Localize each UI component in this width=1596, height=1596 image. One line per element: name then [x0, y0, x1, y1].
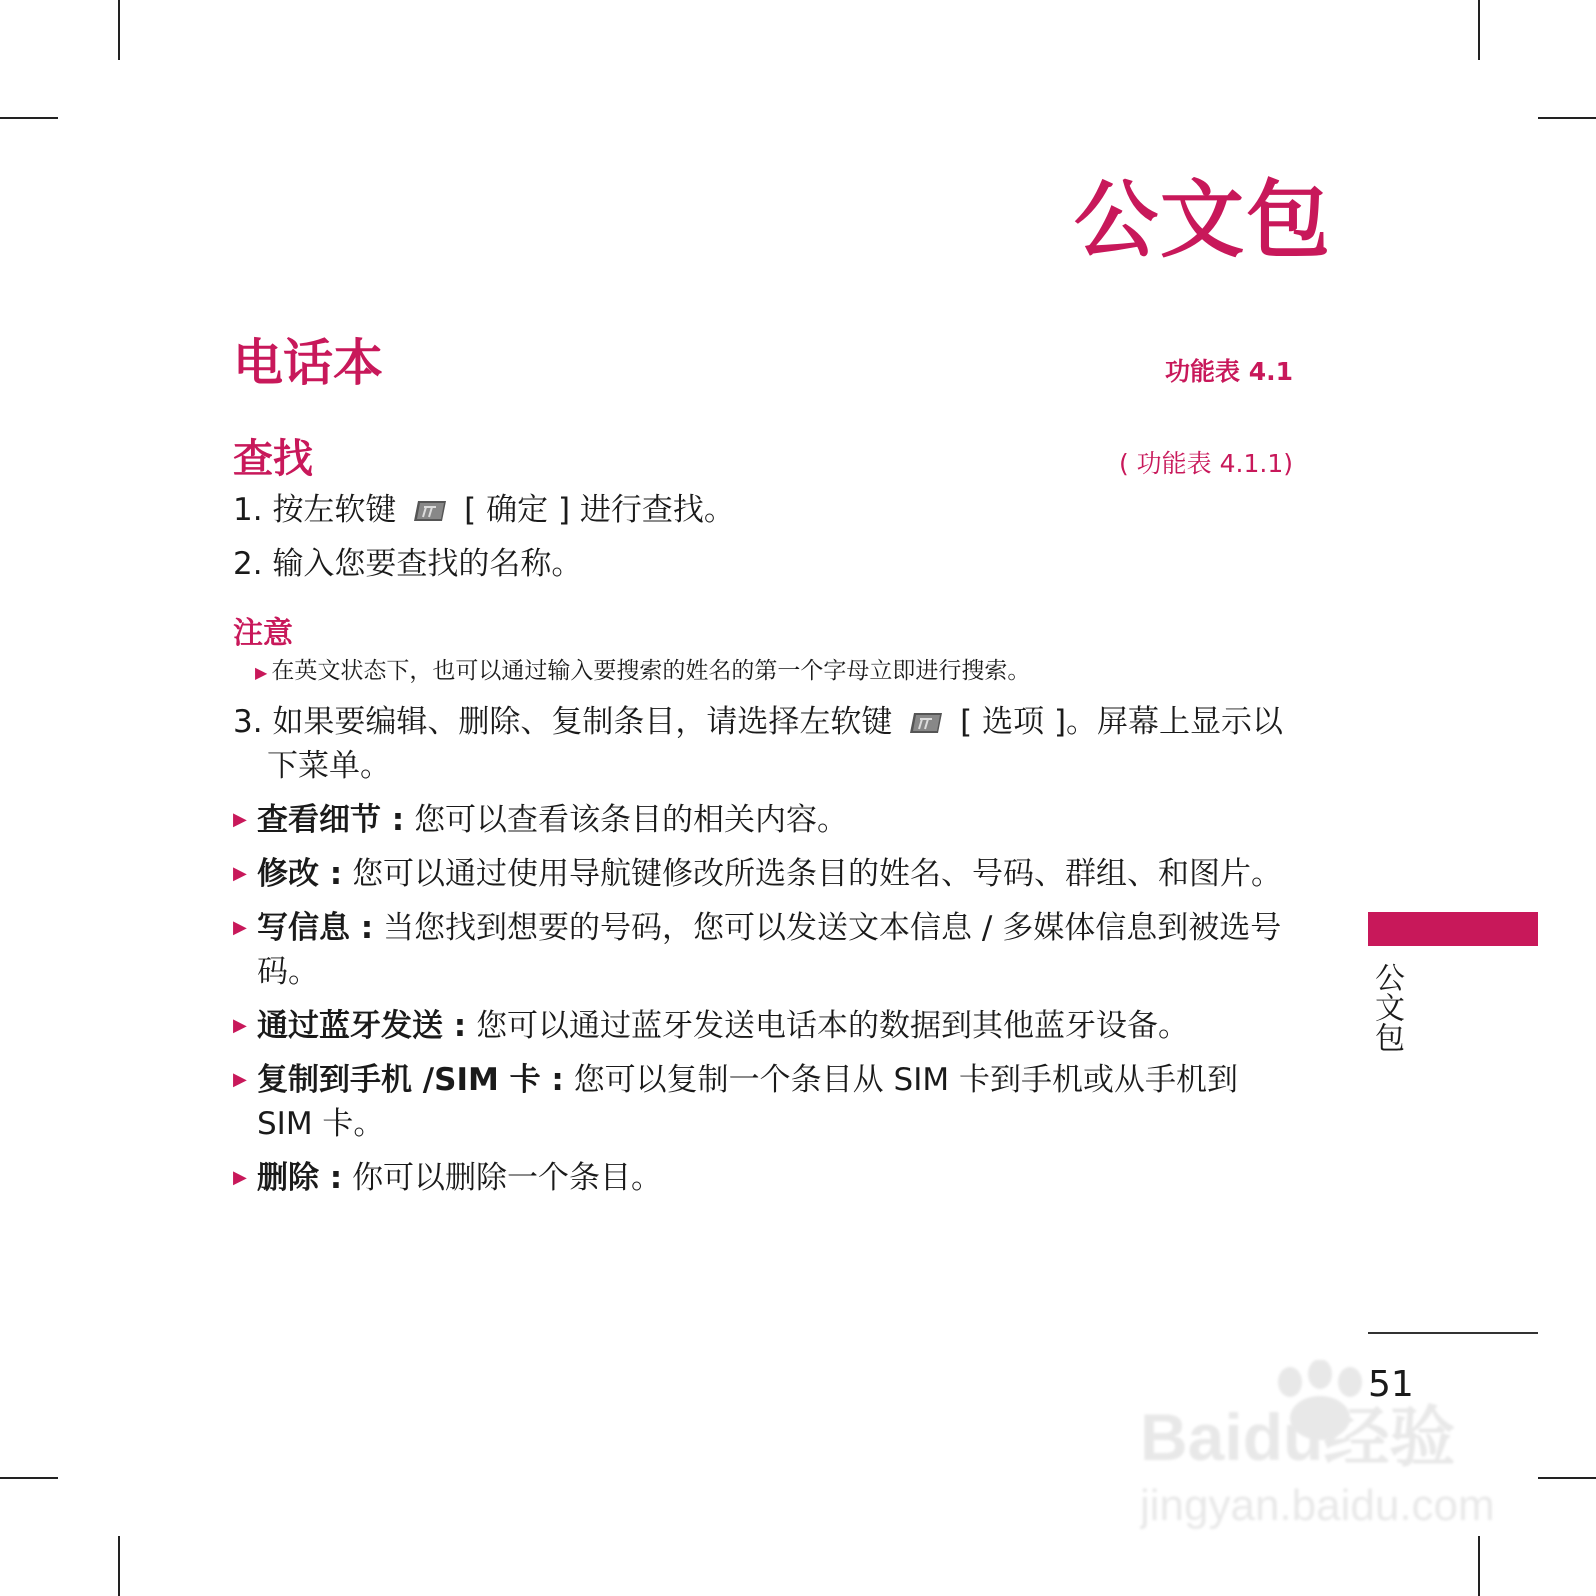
step-1: [233, 488, 1293, 532]
step-number: 2.: [233, 546, 263, 582]
step-text: 如果要编辑、删除、复制条目，请选择左软键: [272, 704, 893, 740]
main-content: [233, 330, 1293, 1210]
section-menu-ref: 功能表 4.1: [1165, 357, 1293, 386]
option-desc: 您可以查看该条目的相关内容。: [414, 802, 849, 838]
triangle-right-icon: ▶: [233, 1167, 247, 1188]
crop-mark: [1478, 0, 1480, 60]
note-text: 在英文状态下，也可以通过输入要搜索的姓名的第一个字母立即进行搜索。: [271, 658, 1031, 684]
side-tab-label: 公文包: [1369, 962, 1404, 1052]
crop-mark: [1538, 1477, 1596, 1479]
option-term: 修改 :: [257, 856, 343, 892]
subsection-title: 查找: [233, 436, 313, 482]
crop-mark: [118, 0, 120, 60]
triangle-right-icon: ▶: [233, 809, 247, 830]
step-number: 3.: [233, 704, 263, 740]
watermark-url: jingyan.baidu.com: [1140, 1481, 1495, 1530]
subsection-header: [233, 430, 1293, 488]
step-text: [ 选项 ]。屏幕上显示以下菜单。: [267, 704, 1284, 784]
step-text: [ 确定 ] 进行查找。: [464, 492, 735, 528]
option-desc: 当您找到想要的号码，您可以发送文本信息 / 多媒体信息到被选号码。: [257, 910, 1282, 990]
option-list: [233, 798, 1293, 1200]
chapter-title: 公文包: [1073, 171, 1332, 269]
page-number: 51: [1368, 1364, 1414, 1405]
note-title: 注意: [233, 616, 293, 651]
step-text: 输入您要查找的名称。: [272, 546, 583, 582]
crop-mark: [0, 1477, 58, 1479]
step-2: [233, 542, 1293, 586]
list-item: [233, 798, 1293, 842]
list-item: [233, 1004, 1293, 1048]
subsection-menu-ref: ( 功能表 4.1.1): [1118, 449, 1293, 478]
triangle-right-icon: ▶: [255, 663, 268, 682]
option-desc: 您可以复制一个条目从 SIM 卡到手机或从手机到 SIM 卡。: [257, 1062, 1238, 1142]
section-header: [233, 330, 1293, 396]
option-term: 写信息 :: [257, 910, 374, 946]
note-text-line: [233, 654, 1293, 690]
crop-mark: [118, 1536, 120, 1596]
triangle-right-icon: ▶: [233, 1069, 247, 1090]
option-term: 复制到手机 /SIM 卡 :: [257, 1062, 564, 1098]
list-item: [233, 1058, 1293, 1146]
list-item: [233, 852, 1293, 896]
step-3: [233, 700, 1293, 788]
option-term: 通过蓝牙发送 :: [257, 1008, 467, 1044]
baidu-watermark: [1140, 1360, 1500, 1540]
left-soft-key-icon: [412, 499, 448, 523]
triangle-right-icon: ▶: [233, 917, 247, 938]
step-number: 1.: [233, 492, 263, 528]
crop-mark: [0, 117, 58, 119]
crop-mark: [1478, 1536, 1480, 1596]
option-term: 查看细节 :: [257, 802, 405, 838]
step-text: 按左软键: [272, 492, 397, 528]
option-desc: 你可以删除一个条目。: [352, 1160, 663, 1196]
crop-mark: [1538, 117, 1596, 119]
triangle-right-icon: ▶: [233, 863, 247, 884]
section-title: 电话本: [233, 334, 383, 392]
triangle-right-icon: ▶: [233, 1015, 247, 1036]
watermark-brand: Baidu经验: [1140, 1400, 1456, 1474]
option-desc: 您可以通过蓝牙发送电话本的数据到其他蓝牙设备。: [476, 1008, 1190, 1044]
page-rule: [1368, 1332, 1538, 1334]
list-item: [233, 906, 1293, 994]
left-soft-key-icon: [908, 711, 944, 735]
option-desc: 您可以通过使用导航键修改所选条目的姓名、号码、群组、和图片。: [352, 856, 1283, 892]
option-term: 删除 :: [257, 1160, 343, 1196]
side-tab-marker: [1368, 912, 1538, 946]
list-item: [233, 1156, 1293, 1200]
